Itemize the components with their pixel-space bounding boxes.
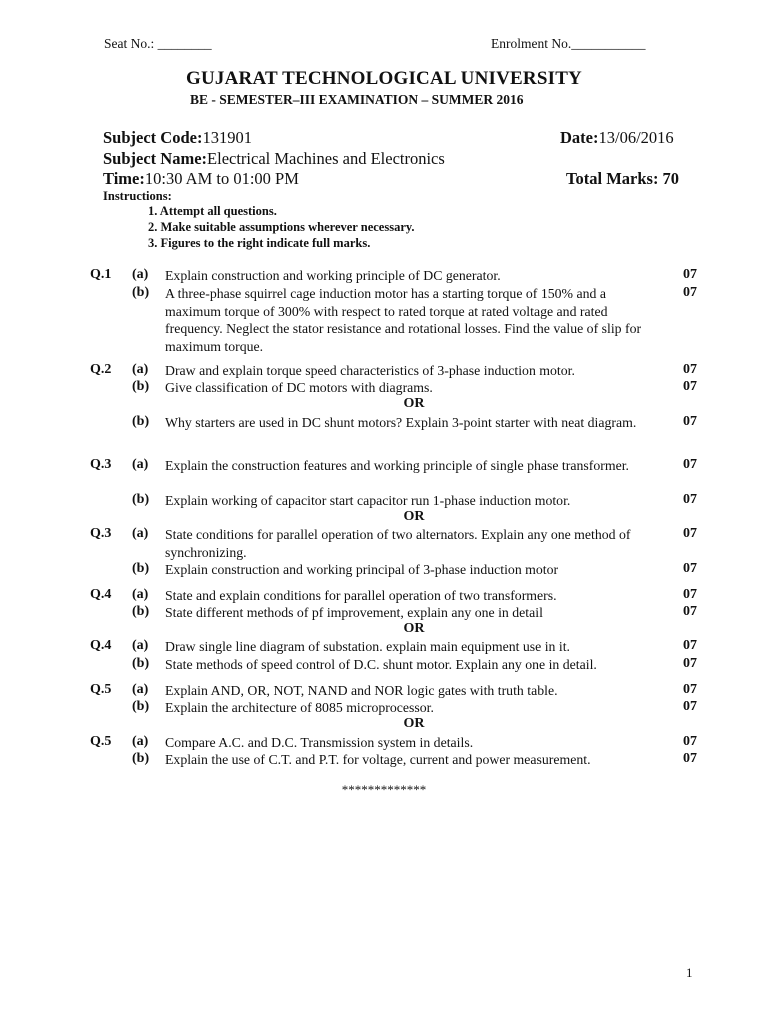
question-part-label: (b)	[132, 561, 150, 576]
total-marks: Total Marks: 70	[566, 169, 680, 188]
question-text: Explain the use of C.T. and P.T. for voltage, current and power measurement.	[165, 752, 591, 767]
time-value: 10:30 AM to 01:00 PM	[144, 169, 299, 188]
question-marks: 07	[683, 267, 697, 282]
subject-name-label: Subject Name:	[103, 149, 208, 168]
or-separator: OR	[403, 716, 425, 731]
exam-date	[560, 128, 674, 148]
question-part-label: (b)	[132, 492, 150, 507]
question-number: Q.4	[90, 587, 112, 602]
date-label: Date:	[560, 128, 599, 147]
question-part-label: (b)	[132, 604, 150, 619]
exam-time	[103, 169, 299, 189]
question-text: Explain AND, OR, NOT, NAND and NOR logic gates with truth table.	[165, 683, 558, 698]
question-text: Compare A.C. and D.C. Transmission system in details.	[165, 735, 474, 750]
question-text: State methods of speed control of D.C. shunt motor. Explain any one in detail.	[165, 657, 597, 672]
subject-name	[103, 149, 445, 169]
question-marks: 07	[683, 285, 697, 300]
question-part-label: (a)	[132, 457, 149, 472]
question-marks: 07	[683, 682, 697, 697]
question-marks: 07	[683, 734, 697, 749]
or-separator: OR	[403, 621, 425, 636]
subject-code-label: Subject Code:	[103, 128, 203, 147]
question-marks: 07	[683, 526, 697, 541]
question-number: Q.3	[90, 457, 112, 472]
instruction-item: 2. Make suitable assumptions wherever necessary.	[148, 220, 415, 234]
exam-subtitle: BE - SEMESTER–III EXAMINATION – SUMMER 2016	[190, 92, 524, 107]
question-marks: 07	[683, 587, 697, 602]
question-part-label: (a)	[132, 526, 149, 541]
instruction-item: 3. Figures to the right indicate full marks.	[148, 236, 371, 250]
end-of-paper-marker: *************	[341, 782, 427, 797]
question-number: Q.3	[90, 526, 112, 541]
question-marks: 07	[683, 492, 697, 507]
question-text: Explain the architecture of 8085 microprocessor.	[165, 700, 434, 715]
question-marks: 07	[683, 751, 697, 766]
page-number: 1	[686, 965, 693, 980]
question-text: Draw and explain torque speed characteristics of 3-phase induction motor.	[165, 363, 575, 378]
question-part-label: (a)	[132, 267, 149, 282]
question-marks: 07	[683, 638, 697, 653]
question-marks: 07	[683, 656, 697, 671]
enrolment-number: Enrolment No.___________	[491, 36, 646, 51]
question-number: Q.4	[90, 638, 112, 653]
question-text: Give classification of DC motors with diagrams.	[165, 380, 433, 395]
instruction-item: 1. Attempt all questions.	[148, 204, 277, 218]
question-marks: 07	[683, 414, 697, 429]
question-marks: 07	[683, 457, 697, 472]
question-text: Explain working of capacitor start capacitor run 1-phase induction motor.	[165, 493, 571, 508]
question-text: A three-phase squirrel cage induction motor has a starting torque of 150% and a maximum torque of 300% with respect to rated torque at rated voltage and rated frequency. Neglect the stator resistance and rotational losses. Find the value of slip for maximum torque.	[165, 286, 642, 354]
question-number: Q.5	[90, 734, 112, 749]
question-number: Q.5	[90, 682, 112, 697]
subject-code-value: 131901	[202, 128, 252, 147]
question-part-label: (b)	[132, 379, 150, 394]
or-separator: OR	[403, 396, 425, 411]
question-marks: 07	[683, 362, 697, 377]
question-text: Explain the construction features and working principle of single phase transformer.	[165, 458, 629, 473]
question-text: Explain construction and working principal of 3-phase induction motor	[165, 562, 559, 577]
question-part-label: (a)	[132, 587, 149, 602]
question-text: Why starters are used in DC shunt motors? Explain 3-point starter with neat diagram.	[165, 415, 637, 430]
question-marks: 07	[683, 561, 697, 576]
question-text: State different methods of pf improvement, explain any one in detail	[165, 605, 543, 620]
date-value: 13/06/2016	[598, 128, 674, 147]
seat-number: Seat No.: ________	[104, 36, 212, 51]
question-marks: 07	[683, 604, 697, 619]
question-part-label: (b)	[132, 751, 150, 766]
subject-code	[103, 128, 252, 148]
question-text: State and explain conditions for parallel operation of two transformers.	[165, 588, 557, 603]
question-part-label: (b)	[132, 699, 150, 714]
question-text: Explain construction and working principle of DC generator.	[165, 268, 501, 283]
question-part-label: (a)	[132, 682, 149, 697]
question-part-label: (a)	[132, 638, 149, 653]
question-part-label: (b)	[132, 656, 150, 671]
question-number: Q.2	[90, 362, 112, 377]
question-text: Draw single line diagram of substation. explain main equipment use in it.	[165, 639, 571, 654]
question-text: State conditions for parallel operation of two alternators. Explain any one method of synchronizing.	[165, 527, 631, 560]
question-marks: 07	[683, 379, 697, 394]
question-part-label: (b)	[132, 285, 150, 300]
time-label: Time:	[103, 169, 145, 188]
subject-name-value: Electrical Machines and Electronics	[207, 149, 445, 168]
instructions-heading: Instructions:	[103, 189, 172, 203]
university-title: GUJARAT TECHNOLOGICAL UNIVERSITY	[186, 68, 582, 89]
question-part-label: (a)	[132, 734, 149, 749]
question-marks: 07	[683, 699, 697, 714]
question-number: Q.1	[90, 267, 112, 282]
question-part-label: (a)	[132, 362, 149, 377]
or-separator: OR	[403, 509, 425, 524]
question-part-label: (b)	[132, 414, 150, 429]
